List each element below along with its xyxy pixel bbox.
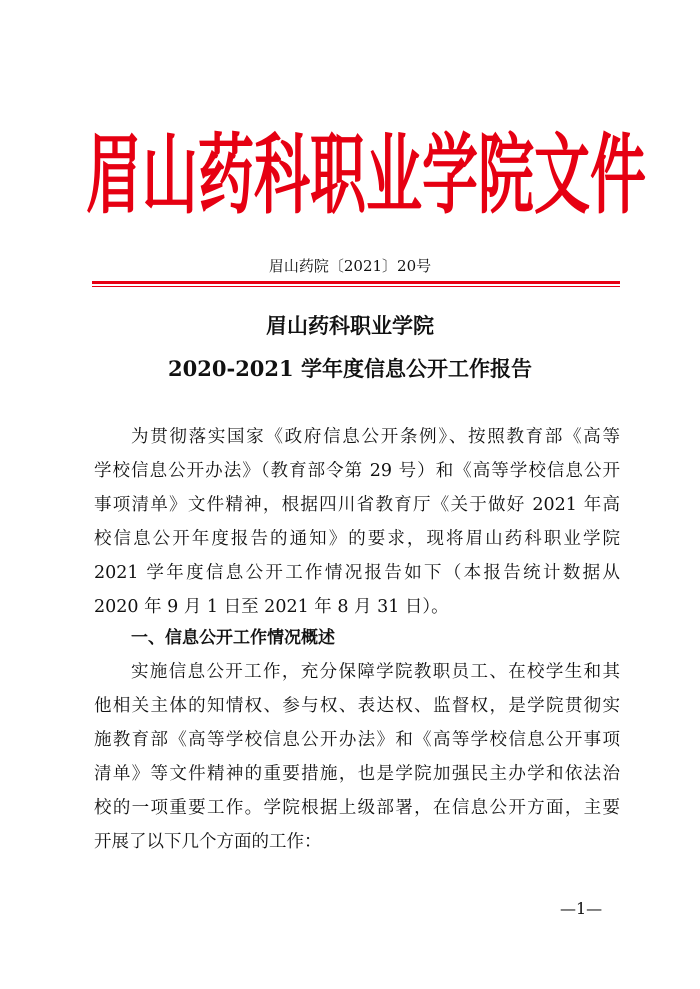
intro-line-4: 校信息公开年度报告的通知》的要求，现将眉山药科职业学院: [94, 529, 620, 549]
section1-line-3: 施教育部《高等学校信息公开办法》和《高等学校信息公开事项: [94, 730, 620, 750]
intro-line-1: 为贯彻落实国家《政府信息公开条例》、按照教育部《高等: [131, 427, 620, 447]
section1-line-2: 他相关主体的知情权、参与权、表达权、监督权，是学院贯彻实: [94, 696, 620, 716]
section1-line-1: 实施信息公开工作，充分保障学院教职员工、在校学生和其: [131, 662, 620, 682]
page-number: —1—: [560, 899, 603, 918]
section1-line-6: 开展了以下几个方面的工作：: [94, 832, 322, 852]
masthead-title: [86, 125, 646, 232]
intro-line-6: 2020 年 9 月 1 日至 2021 年 8 月 31 日）。: [94, 597, 449, 617]
section1-line-4: 清单》等文件精神的重要措施，也是学院加强民主办学和依法治: [94, 764, 620, 784]
intro-line-2: 学校信息公开办法》（教育部令第 29 号）和《高等学校信息公开: [94, 461, 620, 481]
document-number: 眉山药院〔2021〕20号: [268, 257, 432, 275]
section1-line-5: 校的一项重要工作。学院根据上级部署，在信息公开方面，主要: [94, 798, 620, 818]
red-divider-line-thin: [92, 286, 620, 287]
intro-line-5: 2021 学年度信息公开工作情况报告如下（本报告统计数据从: [94, 563, 620, 583]
intro-line-3: 事项清单》文件精神，根据四川省教育厅《关于做好 2021 年高: [94, 495, 620, 515]
report-title-line-2: 2020-2021 学年度信息公开工作报告: [168, 356, 532, 381]
section-heading-1: 一、信息公开工作情况概述: [131, 628, 335, 648]
red-divider-line: [92, 281, 620, 284]
masthead-text: 眉山药科职业学院文件: [86, 125, 646, 227]
report-title-line-1: 眉山药科职业学院: [266, 313, 434, 338]
